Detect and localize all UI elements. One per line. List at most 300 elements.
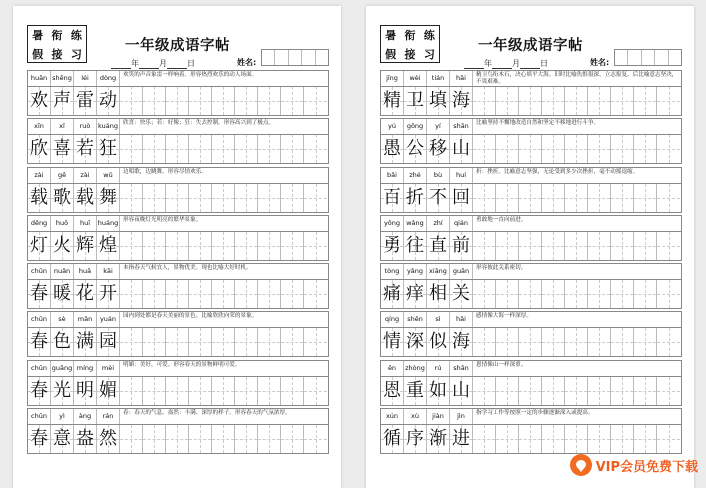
practice-cell[interactable] [542, 87, 565, 115]
name-box-cell[interactable] [642, 50, 655, 65]
date-month-label: 月 [512, 59, 520, 68]
idiom-char-cell [427, 135, 450, 163]
date-year-blank[interactable] [111, 60, 131, 69]
pinyin-cell: zhòng [404, 361, 427, 376]
practice-cell[interactable] [281, 328, 304, 356]
writing-grid [380, 183, 682, 213]
practice-cell[interactable] [473, 328, 496, 356]
pinyin-cell: shān [450, 361, 473, 376]
practice-cell[interactable] [519, 328, 542, 356]
idiom-char: 欢 [30, 90, 48, 111]
idiom-char-cell [28, 328, 51, 356]
idiom-row [380, 70, 682, 116]
idiom-char: 情 [383, 331, 401, 353]
practice-cell[interactable] [519, 280, 542, 308]
pinyin-cell: zài [74, 168, 97, 183]
idiom-char-cell [450, 377, 473, 405]
idiom-row-top [380, 408, 682, 424]
practice-cell[interactable] [634, 184, 657, 212]
practice-cell[interactable] [120, 184, 143, 212]
name-box-cell[interactable] [655, 50, 668, 65]
practice-cell[interactable] [588, 377, 611, 405]
idiom-char: 舞 [99, 186, 117, 208]
practice-cell[interactable] [212, 280, 235, 308]
practice-cell[interactable] [473, 184, 496, 212]
name-input-box[interactable] [614, 49, 682, 66]
date-day-blank[interactable] [167, 60, 187, 69]
idiom-char: 精 [383, 90, 401, 111]
practice-cell[interactable] [473, 377, 496, 405]
writing-grid [380, 327, 682, 357]
idiom-row-top [380, 311, 682, 327]
practice-cell[interactable] [212, 377, 235, 405]
practice-cell[interactable] [565, 425, 588, 453]
practice-cell[interactable] [189, 135, 212, 163]
idiom-char: 媚 [99, 379, 117, 401]
pinyin-cell: sì [427, 312, 450, 327]
idiom-char: 喜 [53, 138, 71, 160]
practice-cell[interactable] [304, 232, 327, 260]
practice-cell[interactable] [212, 87, 235, 115]
date-year-blank[interactable] [464, 60, 484, 69]
idiom-char-cell [74, 280, 97, 308]
practice-cell[interactable] [143, 184, 166, 212]
practice-cell[interactable] [542, 135, 565, 163]
idiom-char: 欣 [30, 138, 48, 160]
idiom-meaning: 勇敢地一直向前进。 [476, 216, 527, 223]
practice-cell[interactable] [588, 135, 611, 163]
idiom-row [380, 118, 682, 164]
practice-cell[interactable] [120, 135, 143, 163]
practice-cell[interactable] [519, 87, 542, 115]
pinyin-cell: chūn [28, 312, 51, 327]
practice-cell[interactable] [588, 425, 611, 453]
idiom-char: 进 [452, 428, 470, 450]
name-box-cell[interactable] [275, 50, 288, 65]
practice-cell[interactable] [189, 280, 212, 308]
practice-cell[interactable] [235, 135, 258, 163]
practice-cell[interactable] [588, 184, 611, 212]
practice-cell[interactable] [304, 377, 327, 405]
name-box-cell[interactable] [262, 50, 275, 65]
practice-cell[interactable] [657, 328, 680, 356]
practice-cell[interactable] [519, 425, 542, 453]
pinyin-cell: xīn [28, 119, 51, 134]
practice-cell[interactable] [258, 280, 281, 308]
practice-cell[interactable] [634, 232, 657, 260]
practice-cell[interactable] [258, 184, 281, 212]
idiom-meaning: 折：挫折。比喻意志坚强，无论受到多少次挫折，毫不动摇退缩。 [476, 168, 639, 175]
practice-cell[interactable] [565, 280, 588, 308]
practice-cell[interactable] [565, 184, 588, 212]
practice-cell[interactable] [588, 280, 611, 308]
idiom-char: 暖 [53, 283, 71, 305]
practice-cell[interactable] [281, 87, 304, 115]
idiom-char-cell [28, 280, 51, 308]
page-header [380, 24, 684, 66]
practice-cell[interactable] [258, 328, 281, 356]
idiom-char: 如 [429, 379, 447, 401]
practice-cell[interactable] [143, 232, 166, 260]
practice-cell[interactable] [634, 377, 657, 405]
idiom-char: 花 [76, 283, 94, 305]
pinyin-cell: xǐ [51, 119, 74, 134]
practice-cell[interactable] [657, 232, 680, 260]
idiom-char: 满 [76, 331, 94, 353]
practice-cell[interactable] [611, 87, 634, 115]
practice-cell[interactable] [281, 280, 304, 308]
pinyin-cell: yí [427, 119, 450, 134]
practice-cell[interactable] [473, 232, 496, 260]
name-box-cell[interactable] [669, 50, 681, 65]
stamp-char: 衔 [51, 29, 63, 42]
pinyin-cell: dēng [28, 216, 51, 231]
practice-cell[interactable] [120, 280, 143, 308]
pinyin-cell: bù [427, 168, 450, 183]
practice-cell[interactable] [657, 87, 680, 115]
practice-cell[interactable] [143, 377, 166, 405]
pinyin-cell: yì [51, 409, 74, 424]
pinyin-cell: huī [74, 216, 97, 231]
practice-cell[interactable] [473, 425, 496, 453]
practice-cell[interactable] [189, 425, 212, 453]
practice-cell[interactable] [611, 425, 634, 453]
idiom-char-cell [450, 87, 473, 115]
practice-cell[interactable] [473, 280, 496, 308]
practice-cell[interactable] [611, 135, 634, 163]
idiom-char-cell [427, 184, 450, 212]
idiom-char-cell [381, 184, 404, 212]
pinyin-cell: kāi [97, 264, 120, 279]
name-input-box[interactable] [261, 49, 329, 66]
pinyin-cell: shēng [51, 71, 74, 86]
idiom-char-cell [427, 425, 450, 453]
practice-cell[interactable] [588, 232, 611, 260]
writing-grid [380, 231, 682, 261]
idiom-char: 序 [406, 428, 424, 450]
pinyin-cell: rán [97, 409, 120, 424]
idiom-list [27, 70, 329, 456]
practice-cell[interactable] [634, 87, 657, 115]
idiom-char: 山 [452, 379, 470, 401]
idiom-char-cell [97, 232, 120, 260]
idiom-row-top [27, 118, 329, 134]
practice-cell[interactable] [143, 280, 166, 308]
practice-cell[interactable] [611, 184, 634, 212]
practice-cell[interactable] [143, 87, 166, 115]
idiom-row-top [27, 70, 329, 86]
writing-grid [27, 86, 329, 116]
idiom-char: 回 [452, 186, 470, 208]
pinyin-cell: mǎn [74, 312, 97, 327]
pinyin-cell: jiàn [427, 409, 450, 424]
practice-cell[interactable] [189, 328, 212, 356]
practice-cell[interactable] [565, 328, 588, 356]
pinyin-cell: xù [404, 409, 427, 424]
practice-cell[interactable] [657, 135, 680, 163]
practice-cell[interactable] [281, 232, 304, 260]
practice-cell[interactable] [212, 135, 235, 163]
idiom-char-cell [74, 328, 97, 356]
practice-cell[interactable] [143, 425, 166, 453]
practice-cell[interactable] [120, 425, 143, 453]
idiom-char-cell [51, 135, 74, 163]
name-box-cell[interactable] [615, 50, 628, 65]
practice-cell[interactable] [166, 184, 189, 212]
idiom-char-cell [427, 87, 450, 115]
idiom-char-cell [28, 87, 51, 115]
practice-cell[interactable] [519, 377, 542, 405]
practice-cell[interactable] [496, 425, 519, 453]
practice-cell[interactable] [258, 232, 281, 260]
practice-cell[interactable] [519, 184, 542, 212]
practice-cell[interactable] [166, 135, 189, 163]
idiom-char-cell [74, 87, 97, 115]
idiom-char: 前 [452, 234, 470, 256]
name-box-cell[interactable] [628, 50, 641, 65]
date-day-blank[interactable] [520, 60, 540, 69]
name-box-cell[interactable] [289, 50, 302, 65]
practice-cell[interactable] [166, 87, 189, 115]
idiom-char-cell [381, 232, 404, 260]
writing-grid [380, 376, 682, 406]
practice-cell[interactable] [258, 377, 281, 405]
practice-cell[interactable] [212, 328, 235, 356]
practice-cell[interactable] [189, 87, 212, 115]
pinyin-cell: ruò [74, 119, 97, 134]
idiom-row [380, 167, 682, 213]
date-line [111, 58, 195, 69]
idiom-char: 痛 [383, 283, 401, 305]
idiom-char: 直 [429, 234, 447, 256]
practice-cell[interactable] [304, 184, 327, 212]
practice-cell[interactable] [588, 328, 611, 356]
practice-cell[interactable] [281, 377, 304, 405]
idiom-char-cell [381, 328, 404, 356]
idiom-char-cell [51, 232, 74, 260]
practice-cell[interactable] [235, 87, 258, 115]
stamp-char: 假 [32, 48, 44, 61]
idiom-row [380, 311, 682, 357]
idiom-char-cell [28, 135, 51, 163]
practice-cell[interactable] [235, 184, 258, 212]
practice-cell[interactable] [281, 184, 304, 212]
practice-cell[interactable] [542, 425, 565, 453]
pinyin-cell: zài [28, 168, 51, 183]
idiom-char: 循 [383, 428, 401, 450]
practice-cell[interactable] [304, 87, 327, 115]
pinyin-cell: léi [74, 71, 97, 86]
practice-cell[interactable] [304, 135, 327, 163]
idiom-char-cell [427, 328, 450, 356]
practice-cell[interactable] [281, 135, 304, 163]
practice-cell[interactable] [212, 184, 235, 212]
pinyin-cell: bǎi [381, 168, 404, 183]
practice-cell[interactable] [634, 425, 657, 453]
idiom-char: 春 [30, 428, 48, 450]
name-box-cell[interactable] [302, 50, 315, 65]
practice-cell[interactable] [166, 377, 189, 405]
practice-cell[interactable] [519, 135, 542, 163]
practice-cell[interactable] [496, 328, 519, 356]
writing-grid [27, 183, 329, 213]
pinyin-cell: zhé [404, 168, 427, 183]
practice-cell[interactable] [496, 184, 519, 212]
practice-cell[interactable] [235, 377, 258, 405]
pinyin-cell: gōng [404, 119, 427, 134]
practice-cell[interactable] [212, 232, 235, 260]
idiom-char: 相 [429, 283, 447, 305]
pinyin-cell: gē [51, 168, 74, 183]
practice-cell[interactable] [542, 184, 565, 212]
pinyin-cell: jīng [381, 71, 404, 86]
idiom-char-cell [450, 425, 473, 453]
practice-cell[interactable] [496, 232, 519, 260]
idiom-char-cell [51, 328, 74, 356]
practice-cell[interactable] [588, 87, 611, 115]
practice-cell[interactable] [473, 87, 496, 115]
stamp-logo [27, 25, 87, 63]
practice-cell[interactable] [304, 328, 327, 356]
idiom-char-cell [74, 184, 97, 212]
practice-cell[interactable] [657, 280, 680, 308]
practice-cell[interactable] [611, 328, 634, 356]
idiom-char: 煌 [99, 234, 117, 256]
pinyin-cell: ēn [381, 361, 404, 376]
stamp-char: 习 [423, 48, 435, 61]
practice-cell[interactable] [212, 425, 235, 453]
idiom-char-cell [450, 184, 473, 212]
practice-cell[interactable] [235, 232, 258, 260]
idiom-row-top [27, 408, 329, 424]
vip-watermark[interactable] [570, 454, 698, 476]
practice-cell[interactable] [235, 328, 258, 356]
practice-cell[interactable] [143, 328, 166, 356]
pinyin-cell: hǎi [450, 312, 473, 327]
practice-cell[interactable] [120, 377, 143, 405]
practice-cell[interactable] [120, 87, 143, 115]
idiom-meaning: 恩情像山一样深重。 [476, 361, 527, 368]
practice-cell[interactable] [166, 328, 189, 356]
idiom-char-cell [97, 328, 120, 356]
practice-cell[interactable] [120, 232, 143, 260]
pinyin-cell: huí [450, 168, 473, 183]
practice-cell[interactable] [120, 328, 143, 356]
stamp-char: 习 [70, 48, 82, 61]
practice-cell[interactable] [281, 425, 304, 453]
writing-grid [27, 424, 329, 454]
practice-cell[interactable] [565, 232, 588, 260]
practice-cell[interactable] [542, 328, 565, 356]
practice-cell[interactable] [634, 135, 657, 163]
pinyin-cell: yǎng [404, 264, 427, 279]
idiom-char-cell [97, 377, 120, 405]
practice-cell[interactable] [634, 328, 657, 356]
practice-cell[interactable] [258, 87, 281, 115]
idiom-char: 不 [429, 186, 447, 208]
idiom-row [27, 311, 329, 357]
date-month-blank[interactable] [139, 60, 159, 69]
idiom-meaning: 春：春天的气息。盎然：丰满、深厚的样子。形容春天的气氛浓厚。 [123, 410, 291, 417]
practice-cell[interactable] [473, 135, 496, 163]
practice-cell[interactable] [189, 184, 212, 212]
practice-cell[interactable] [166, 280, 189, 308]
practice-cell[interactable] [657, 184, 680, 212]
date-day-label: 日 [540, 59, 548, 68]
idiom-row-top [27, 215, 329, 231]
practice-cell[interactable] [565, 87, 588, 115]
name-box-cell[interactable] [316, 50, 328, 65]
practice-cell[interactable] [496, 377, 519, 405]
practice-cell[interactable] [634, 280, 657, 308]
practice-cell[interactable] [258, 425, 281, 453]
pinyin-cell: chūn [28, 409, 51, 424]
practice-cell[interactable] [304, 280, 327, 308]
practice-cell[interactable] [189, 232, 212, 260]
idiom-char-cell [97, 280, 120, 308]
idiom-row [27, 263, 329, 309]
idiom-row-top [27, 263, 329, 279]
idiom-char-cell [28, 232, 51, 260]
idiom-char-cell [51, 280, 74, 308]
practice-cell[interactable] [611, 377, 634, 405]
idiom-row-top [27, 167, 329, 183]
idiom-char: 海 [452, 331, 470, 353]
date-month-blank[interactable] [492, 60, 512, 69]
practice-cell[interactable] [611, 232, 634, 260]
practice-cell[interactable] [565, 135, 588, 163]
idiom-char: 然 [99, 428, 117, 450]
stamp-char: 暑 [32, 29, 44, 42]
practice-cell[interactable] [496, 135, 519, 163]
pinyin-cell: xiāng [427, 264, 450, 279]
practice-cell[interactable] [166, 425, 189, 453]
writing-grid [380, 279, 682, 309]
idiom-char-cell [97, 87, 120, 115]
practice-cell[interactable] [496, 280, 519, 308]
practice-cell[interactable] [519, 232, 542, 260]
practice-cell[interactable] [542, 232, 565, 260]
practice-cell[interactable] [542, 280, 565, 308]
practice-cell[interactable] [166, 232, 189, 260]
idiom-row [27, 408, 329, 454]
idiom-row-top [27, 311, 329, 327]
stamp-logo [380, 25, 440, 63]
practice-cell[interactable] [496, 87, 519, 115]
practice-cell[interactable] [304, 425, 327, 453]
practice-cell[interactable] [235, 425, 258, 453]
pinyin-cell: yuán [97, 312, 120, 327]
practice-cell[interactable] [657, 377, 680, 405]
writing-grid [380, 424, 682, 454]
writing-grid [27, 231, 329, 261]
practice-cell[interactable] [542, 377, 565, 405]
practice-cell[interactable] [657, 425, 680, 453]
practice-cell[interactable] [258, 135, 281, 163]
idiom-char: 勇 [383, 234, 401, 256]
practice-cell[interactable] [565, 377, 588, 405]
idiom-char-cell [51, 184, 74, 212]
stamp-char: 接 [51, 48, 63, 61]
idiom-char-cell [381, 377, 404, 405]
practice-cell[interactable] [611, 280, 634, 308]
idiom-row-top [380, 215, 682, 231]
practice-cell[interactable] [189, 377, 212, 405]
idiom-char: 载 [30, 186, 48, 208]
practice-cell[interactable] [235, 280, 258, 308]
idiom-row-top [380, 167, 682, 183]
practice-cell[interactable] [143, 135, 166, 163]
